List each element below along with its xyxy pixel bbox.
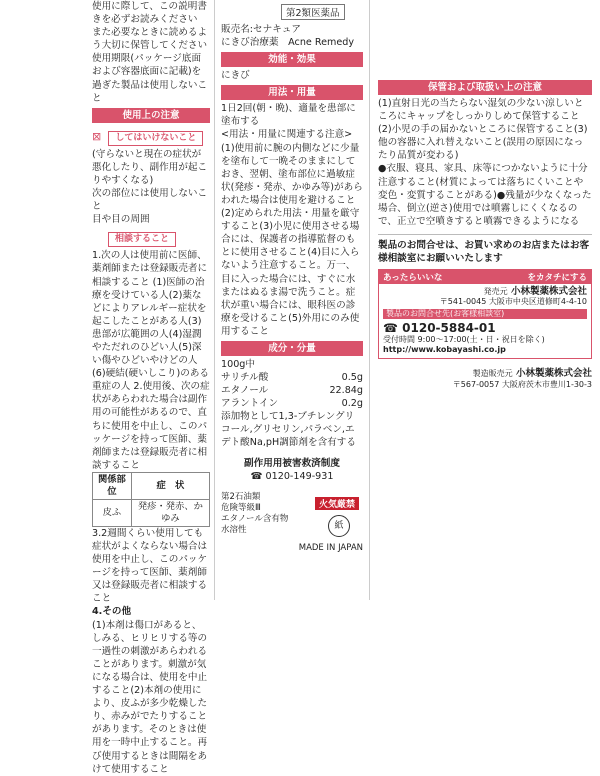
other-label: 4.その他 bbox=[92, 606, 132, 618]
intro-text: 使用に際して、この説明書きを必ずお読みください また必要なときに読めるよう大切に保管してください 使用期限(パッケージ底面および容器底面に記載)を過ぎた製品は使用しないこと bbox=[92, 1, 208, 104]
maker-address: 〒567-0057 大阪府茨木市豊川1-30-3 bbox=[452, 380, 592, 390]
additives-text: 添加物として1,3-ブチレングリコール,グリセリン,パラベン,エデト酸Na,pH調節剤を含有する bbox=[221, 411, 356, 449]
dont-text: (守らないと現在の症状が悪化したり、副作用が起こりやすくなる) 次の部位には使用しないこと 目や目の周囲 bbox=[92, 148, 208, 226]
hazard-text: 第2石油類 危険等級Ⅲ エタノール含有物 水溶性 bbox=[221, 491, 289, 535]
effect-heading: 効能・効果 bbox=[221, 52, 363, 67]
maker-company: 小林製薬株式会社 bbox=[515, 368, 592, 380]
seller-label: 発売元 bbox=[483, 287, 508, 297]
table-cell-site: 皮ふ bbox=[93, 499, 132, 526]
ingredient-row bbox=[221, 397, 363, 410]
consult-label: 相談すること bbox=[108, 232, 176, 247]
drug-category-badge: 第2類医薬品 bbox=[281, 4, 345, 20]
slogan-right: をカタチにする bbox=[527, 273, 587, 284]
seller-company: 小林製薬株式会社 bbox=[510, 286, 587, 298]
dont-label: してはいけないこと bbox=[108, 131, 203, 146]
seller-address: 〒541-0045 大阪市中央区道修町4-4-10 bbox=[439, 297, 587, 307]
consult-text: 1.次の人は使用前に医師、薬剤師または登録販売者に相談すること (1)医師の治療を受けている人(2)薬などによりアレルギー症状を起こしたことがある人(3)患部が広範囲の人(4)湿潤やただれのひどい人(5)深い傷やひどいやけどの人(6)硬結(硬いしこり)のある重症の人 2.使用後、次の症状があらわれた場合は副作用の可能性があるので、直ちに使用を中止し、このパッケージを持って医師、薬剤師または登録販売者に相談すること bbox=[92, 250, 210, 471]
storage-heading: 保管および取扱い上の注意 bbox=[378, 80, 592, 95]
kobayashi-info-box bbox=[378, 269, 592, 359]
effect-text: にきび bbox=[221, 70, 250, 82]
ingredients-amount: 100g中 bbox=[221, 358, 255, 370]
paper-recycle-icon: 紙 bbox=[328, 515, 350, 537]
prohibited-icon: ⊠ bbox=[92, 129, 102, 143]
seller-name: 販売名:セナキュア bbox=[221, 24, 301, 35]
table-cell-symptom: 発疹・発赤、かゆみ bbox=[131, 499, 209, 526]
left-column bbox=[0, 0, 214, 775]
ingredient-name: アラントイン bbox=[221, 398, 279, 410]
ingredient-row bbox=[221, 384, 363, 397]
maker-label: 製造販売元 bbox=[472, 369, 513, 379]
ingredient-value: 0.5g bbox=[341, 372, 363, 384]
usage-note: <用法・用量に関連する注意>(1)使用前に腕の内側などに少量を塗布して一晩そのままにしておき、翌朝、塗布部位に過敏症状(発疹・発赤、かゆみ等)があらわれた場合は使用を避けること(2)定められた用法・用量を厳守すること(3)小児に使用させる場合には、保護者の指導監督のもとに使用させること(4)目に入らないよう注意すること。万一、目に入った場合には、すぐに水またはぬるま湯で洗うこと。症状が重い場合には、眼科医の診療を受けること(5)外用にのみ使用すること bbox=[221, 129, 363, 337]
table-row bbox=[93, 472, 210, 499]
ingredients-heading: 成分・分量 bbox=[221, 341, 363, 356]
contact-text: 製品のお問合せは、お買い求めのお店またはお客様相談室にお願いいたします bbox=[378, 239, 590, 265]
caution-heading: 使用上の注意 bbox=[92, 108, 210, 123]
contact-label: 製品のお問合せ先(お客様相談室) bbox=[383, 309, 587, 319]
slogan-left: あったらいいな bbox=[383, 273, 443, 284]
kobayashi-details bbox=[379, 284, 591, 358]
hazard-block bbox=[221, 492, 363, 537]
side-effect-table bbox=[92, 472, 210, 527]
customer-phone: 0120-5884-01 bbox=[402, 321, 496, 336]
relief-title: 副作用用被害救済制度 bbox=[244, 458, 340, 470]
ingredient-row bbox=[221, 371, 363, 384]
middle-column bbox=[214, 0, 369, 600]
ingredient-name: エタノール bbox=[221, 385, 269, 397]
business-hours: 受付時間 9:00～17:00(土・日・祝日を除く) bbox=[383, 335, 545, 345]
website-url: http://www.kobayashi.co.jp bbox=[383, 345, 506, 355]
other-text: (1)本剤は傷口があると、しみる、ヒリヒリする等の一過性の刺激があらわれることがあります。刺激が気になる場合は、使用を中止すること(2)本剤の使用により、皮ふが多少乾燥したり、赤みがでたりすることがあります。そのときは使用を一時中止すること。再び使用するときは間隔をあけて使用すること bbox=[92, 619, 208, 775]
product-name: にきび治療薬 Acne Remedy bbox=[221, 37, 355, 49]
maker-block bbox=[378, 365, 592, 390]
made-in-label: MADE IN JAPAN bbox=[298, 542, 363, 553]
ingredient-name: サリチル酸 bbox=[221, 372, 269, 384]
dont-row bbox=[92, 125, 210, 148]
divider bbox=[378, 234, 592, 235]
kobayashi-slogan bbox=[379, 270, 591, 284]
phone-icon: ☎ bbox=[383, 321, 398, 336]
right-column bbox=[369, 0, 600, 600]
fire-warning-badge: 火気厳禁 bbox=[315, 497, 359, 510]
phone-icon: ☎ bbox=[250, 471, 263, 483]
ingredient-value: 22.84g bbox=[329, 385, 363, 397]
table-row bbox=[93, 499, 210, 526]
after-table-text: 3.2週間くらい使用しても症状がよくならない場合は使用を中止し、このパッケージを持って医師、薬剤師又は登録販売者に相談すること bbox=[92, 527, 208, 605]
hazard-marks bbox=[315, 492, 363, 537]
relief-phone-row bbox=[221, 470, 363, 483]
table-header-site: 関係部位 bbox=[93, 472, 132, 499]
ingredient-value: 0.2g bbox=[341, 398, 363, 410]
storage-text: (1)直射日光の当たらない湿気の少ない涼しいところにキャップをしっかりしめて保管すること(2)小児の手の届かないところに保管すること(3)他の容器に入れ替えないこと(誤用の原因になったり品質が変わる) ●衣服、寝具、家具、床等につかないように十分注意すること(材質によっては落ちにくいことや変色・変質することがある)●残量が少なくなった場合、倒立(逆さ)使用では噴霧しにくくなるので、正立で空噴きすると噴霧できるようになる bbox=[378, 98, 592, 227]
relief-phone: 0120-149-931 bbox=[265, 471, 334, 483]
table-header-symptom: 症 状 bbox=[131, 472, 209, 499]
usage-text: 1日2回(朝・晩)、適量を患部に塗布する bbox=[221, 103, 356, 128]
usage-heading: 用法・用量 bbox=[221, 85, 363, 100]
